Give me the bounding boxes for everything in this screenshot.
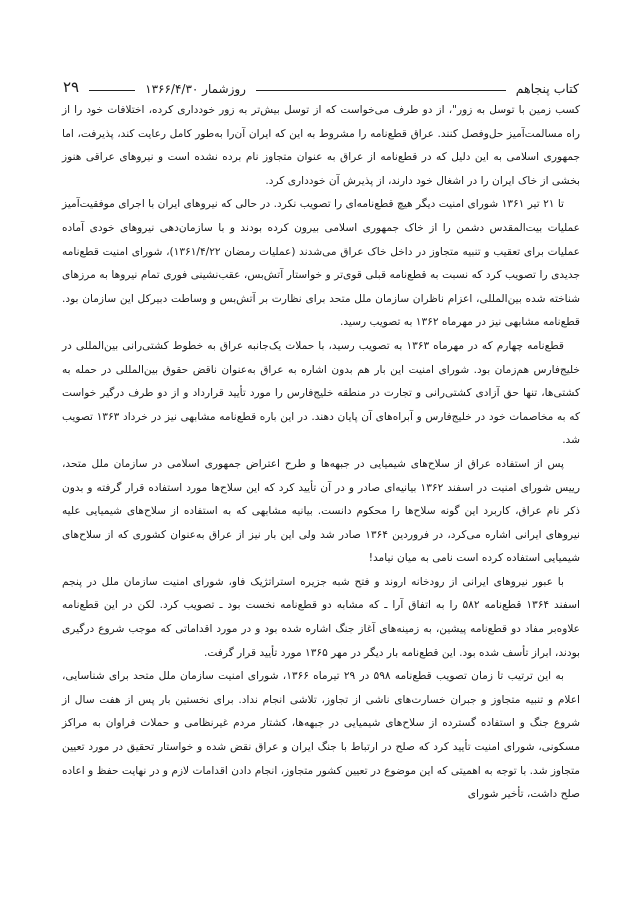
header-rule — [89, 90, 135, 91]
paragraph: کسب زمین با توسل به زور"، از دو طرف می‌خواست که از توسل بیش‌تر به زور خودداری کرده، اختلافات خود را از راه مسالمت‌آمیز حل‌وفصل کنند. عراق قطع‌نامه را مشروط به این که ایران آن‌را به‌طور کامل رعایت کند، پذیرفت، اما جمهوری اسلامی به این دلیل که در قطع‌نامه از عراق به عنوان متجاوز نام برده نشده است و نیروهای عراقی هنوز بخشی از خاک ایران را در اشغال خود دارند، از پذیرش آن خودداری کرد. — [62, 104, 580, 187]
body-text — [62, 99, 580, 807]
header-date: روزشمار ۱۳۶۶/۴/۳۰ — [145, 82, 246, 96]
header-rule — [256, 90, 506, 91]
page-number: ۲۹ — [63, 78, 80, 96]
book-title: کتاب پنجاهم — [515, 81, 579, 96]
paragraph: پس از استفاده عراق از سلاح‌های شیمیایی در جبهه‌ها و طرح اعتراض جمهوری اسلامی در سازمان ملل متحد، رییس شورای امنیت در اسفند ۱۳۶۲ بیانیه‌ای صادر و در آن تأیید کرد که این سلاح‌ها مورد استفاده قرار گرفته و بدون ذکر نام عراق، کاربرد این گونه سلاح‌ها را محکوم دانست. بیانیه مشابهی که به استفاده از سلاح‌های شیمیایی علیه نیروهای ایرانی اشاره می‌کرد، در فروردین ۱۳۶۴ صادر شد ولی این بار نیز از عراق به‌عنوان کشوری که از سلاح‌های شیمیایی استفاده کرده است نامی به میان نیامد! — [62, 457, 580, 565]
paragraph: به این ترتیب تا زمان تصویب قطع‌نامه ۵۹۸ در ۲۹ تیرماه ۱۳۶۶، شورای امنیت سازمان ملل متحد برای شناسایی، اعلام و تنبیه متجاوز و جبران خسارت‌های ناشی از تجاوز، تلاشی انجام نداد. برای نخستین بار پس از هفت سال از شروع جنگ و استفاده گسترده از سلاح‌های شیمیایی در جبهه‌ها، کشتار مردم غیرنظامی و حملات فراوان به مراکز مسکونی، شورای امنیت تأیید کرد که صلح در ارتباط با جنگ ایران و عراق نقض شده و خواستار تحقیق در مورد تعیین متجاوز شد. با توجه به اهمیتی که این موضوع در تعیین کشور متجاوز، انجام دادن اقدامات لازم و در نهایت حفظ و اعاده صلح داشت، تأخیر شورای — [61, 670, 580, 801]
paragraph: با عبور نیروهای ایرانی از رودخانه اروند و فتح شبه جزیره استراتژیک فاو، شورای امنیت سازمان ملل در پنجم اسفند ۱۳۶۴ قطع‌نامه ۵۸۲ را به اتفاق آرا ـ که مشابه دو قطع‌نامه نخست بود ـ تصویب کرد. لکن در این قطع‌نامه علاوه‌بر مفاد دو قطع‌نامه پیشین، به زمینه‌های آغاز جنگ اشاره شده بود و در مورد اقداماتی که موجب شروع درگیری بودند، ابراز تأسف شده بود. این قطع‌نامه بار دیگر در مهر ۱۳۶۵ مورد تأیید قرار گرفت. — [62, 575, 580, 659]
running-header — [63, 70, 579, 96]
paragraph: قطع‌نامه چهارم که در مهرماه ۱۳۶۳ به تصویب رسید، با حملات یک‌جانبه عراق به خطوط کشتی‌رانی بین‌المللی در خلیج‌فارس هم‌زمان بود. شورای امنیت این بار هم بدون اشاره به عراق به‌عنوان ناقض حقوق بین‌المللی در حمله به کشتی‌ها، تنها حق آزادی کشتی‌رانی و تجارت در منطقه خلیج‌فارس را مورد تأیید قرارداد و از دو طرف درگیر خواست که به مخاصمات خود در خلیج‌فارس و آبراه‌های آن پایان دهند. در این باره قطع‌نامه مشابهی نیز در خرداد ۱۳۶۳ تصویب شد. — [62, 339, 580, 447]
paragraph: تا ۲۱ تیر ۱۳۶۱ شورای امنیت دیگر هیچ قطع‌نامه‌ای را تصویب نکرد. در حالی که نیروهای ایران با اجرای موفقیت‌آمیز عملیات بیت‌المقدس دشمن را از خاک جمهوری اسلامی بیرون کرده بودند و با سازمان‌دهی نیروهای خودی آماده عملیات برای تعقیب و تنبیه متجاوز در داخل خاک عراق می‌شدند (عملیات رمضان ۱۳۶۱/۴/۲۲)، شورای امنیت قطع‌نامه جدیدی را تصویب کرد که نسبت به قطع‌نامه قبلی قوی‌تر و خواستار آتش‌بس، عقب‌نشینی فوری تمام نیروها به مرزهای شناخته شده بین‌المللی، اعزام ناظران سازمان ملل متحد برای نظارت بر آتش‌بس و وساطت دبیرکل این سازمان بود. قطع‌نامه مشابهی نیز در مهرماه ۱۳۶۲ به تصویب رسید. — [62, 198, 580, 329]
